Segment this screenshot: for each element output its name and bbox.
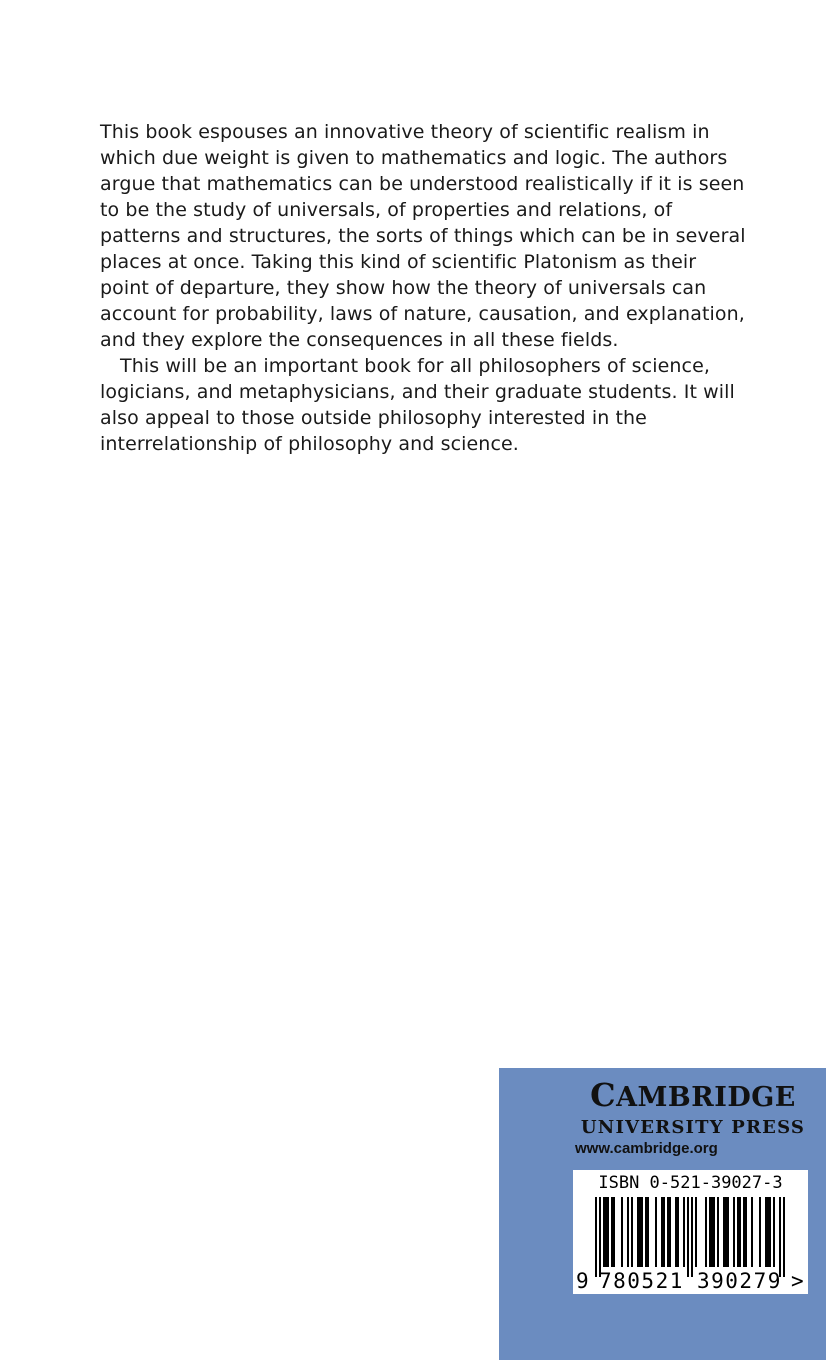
barcode-bar: [765, 1197, 767, 1267]
blurb-line: argue that mathematics can be understood realistically if it is seen: [100, 173, 745, 195]
barcode-bar: [603, 1197, 605, 1267]
barcode-bar: [751, 1197, 753, 1267]
publisher-website[interactable]: www.cambridge.org: [575, 1140, 718, 1157]
barcode-bar: [663, 1197, 665, 1267]
isbn-barcode: [573, 1170, 808, 1294]
blurb-line: logicians, and metaphysicians, and their graduate students. It will: [100, 381, 735, 403]
barcode-bar: [677, 1197, 679, 1267]
barcode-bar: [711, 1197, 713, 1267]
blurb-line: places at once. Taking this kind of scientific Platonism as their: [100, 251, 697, 273]
barcode-bar: [745, 1197, 747, 1267]
blurb-line: This will be an important book for all philosophers of science,: [120, 355, 710, 377]
blurb-line: which due weight is given to mathematics and logic. The authors: [100, 147, 728, 169]
publisher-subtitle: UNIVERSITY PRESS: [580, 1117, 806, 1138]
ean-first-digit: 9: [576, 1269, 589, 1293]
barcode-bar: [661, 1197, 663, 1267]
barcode-bar: [725, 1197, 727, 1267]
publisher-name: [573, 1076, 813, 1117]
publisher-name-rest: AMBRIDGE: [616, 1082, 796, 1113]
barcode-bar: [739, 1197, 741, 1267]
barcode-bar: [733, 1197, 735, 1267]
barcode-bar: [695, 1197, 697, 1267]
barcode-bar: [759, 1197, 761, 1267]
isbn-label: ISBN 0-521-39027-3: [598, 1173, 783, 1193]
barcode-bar: [667, 1197, 669, 1267]
barcode-bar: [709, 1197, 711, 1267]
barcode-bar: [639, 1197, 641, 1267]
blurb-line: point of departure, they show how the theory of universals can: [100, 277, 707, 299]
barcode-guard-bar: [779, 1197, 781, 1277]
barcode-bar: [705, 1197, 707, 1267]
barcode-bar: [621, 1197, 623, 1267]
barcode-bar: [669, 1197, 671, 1267]
barcode-bar: [627, 1197, 629, 1267]
blurb-paragraph-1: [100, 119, 746, 353]
barcode-bar: [611, 1197, 613, 1267]
barcode-bar: [605, 1197, 607, 1267]
barcode-bar: [767, 1197, 769, 1267]
ean-digits: [573, 1268, 808, 1294]
blurb-line: This book espouses an innovative theory of scientific realism in: [100, 121, 710, 143]
barcode-bar: [637, 1197, 639, 1267]
barcode-guard-bar: [687, 1197, 689, 1277]
barcode-bar: [727, 1197, 729, 1267]
barcode-bar: [769, 1197, 771, 1267]
barcode-guard-bar: [599, 1197, 601, 1277]
blurb-line: to be the study of universals, of properties and relations, of: [100, 199, 673, 221]
barcode-guard-bar: [691, 1197, 693, 1277]
ean-left-group: 780521: [599, 1269, 684, 1293]
barcode-bar: [773, 1197, 775, 1267]
barcode-bar: [655, 1197, 657, 1267]
ean-quiet-zone-mark: >: [791, 1269, 804, 1293]
barcode-guard-bar: [595, 1197, 597, 1277]
ean-right-group: 390279: [697, 1269, 782, 1293]
blurb-line: also appeal to those outside philosophy interested in the: [100, 407, 647, 429]
publisher-logo: [573, 1076, 813, 1139]
barcode-guard-bar: [783, 1197, 785, 1277]
barcode-bar: [713, 1197, 715, 1267]
blurb-line: patterns and structures, the sorts of things which can be in several: [100, 225, 746, 247]
publisher-panel: [499, 1068, 826, 1360]
barcode-bar: [737, 1197, 739, 1267]
blurb-paragraph-2: [100, 353, 740, 457]
barcode-bar: [631, 1197, 633, 1267]
barcode-bar: [647, 1197, 649, 1267]
barcode-bar: [645, 1197, 647, 1267]
blurb-line: and they explore the consequences in all these fields.: [100, 329, 619, 351]
barcode-bar: [675, 1197, 677, 1267]
barcode-bar: [743, 1197, 745, 1267]
barcode-bar: [641, 1197, 643, 1267]
publisher-name-initial: C: [590, 1076, 617, 1114]
blurb-line: account for probability, laws of nature, causation, and explanation,: [100, 303, 745, 325]
barcode-bar: [613, 1197, 615, 1267]
blurb-line: interrelationship of philosophy and science.: [100, 433, 519, 455]
barcode-bar: [723, 1197, 725, 1267]
barcode-bar: [717, 1197, 719, 1267]
cover-blurb: [100, 119, 746, 457]
barcode-bar: [683, 1197, 685, 1267]
barcode-bar: [607, 1197, 609, 1267]
